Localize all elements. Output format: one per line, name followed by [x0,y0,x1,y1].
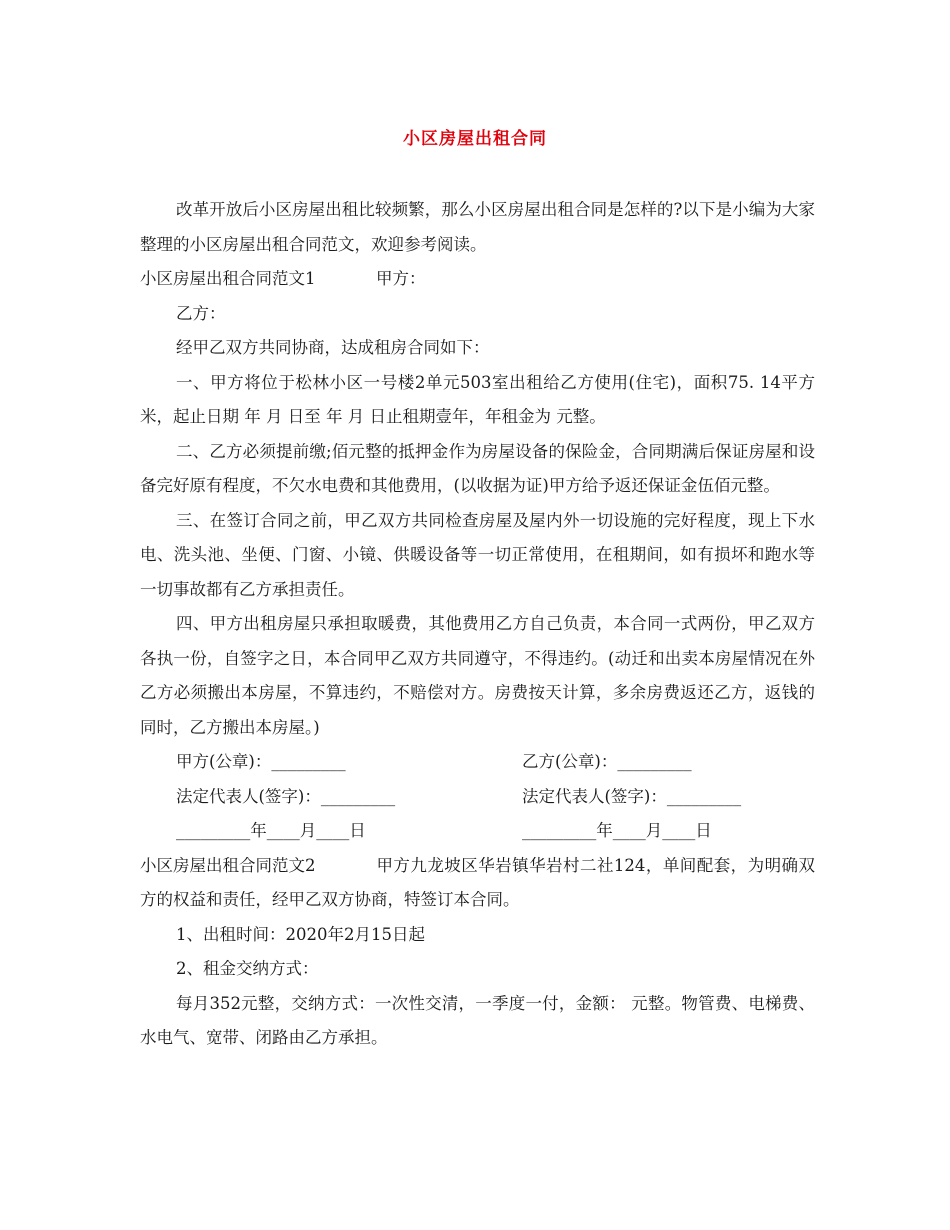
section2-intro [140,849,815,918]
section2-item-2-detail: 每月352元整，交纳方式：一次性交清，一季度一付，金额： 元整。物管费、电梯费、水电气、宽带、闭路由乙方承担。 [140,993,815,1047]
clause-3: 三、在签订合同之前，甲乙双方共同检查房屋及屋内外一切设施的完好程度，现上下水电、洗头池、坐便、门窗、小镜、供暖设备等一切正常使用，在租期间，如有损坏和跑水等一切事故都有乙方承担责任。 [140,510,815,599]
section1-preamble: 经甲乙双方共同协商，达成租房合同如下： [176,338,490,357]
party-b-date: _________年____月____日 [522,821,712,840]
clause-2: 二、乙方必须提前缴;佰元整的抵押金作为房屋设备的保险金，合同期满后保证房屋和设备完好原有程度，不欠水电费和其他费用，(以收据为证)甲方给予返还保证金伍佰元整。 [140,441,815,495]
party-a-representative: 法定代表人(签字)：_________ [176,786,396,806]
section1-party-a: 甲方： [376,269,426,288]
signature-seal-row [140,745,815,780]
section1-party-b: 乙方： [176,303,226,323]
section2-item-1: 1、出租时间：2020年2月15日起 [176,924,425,944]
section2-lead: 甲方九龙坡区华岩镇华岩村二社124，单间配套，为明确双方的权益和责任，经甲乙双方协商，特签订本合同。 [140,855,815,909]
document-body [140,193,815,1056]
party-b-seal: 乙方(公章)：_________ [522,752,692,771]
party-b-representative: 法定代表人(签字)：_________ [522,786,742,806]
intro-paragraph: 改革开放后小区房屋出租比较频繁，那么小区房屋出租合同是怎样的?以下是小编为大家整理的小区房屋出租合同范文，欢迎参考阅读。 [140,200,815,254]
section1-heading: 小区房屋出租合同范文1 [140,269,316,288]
section2-item-2: 2、租金交纳方式： [176,959,319,978]
party-a-seal: 甲方(公章)：_________ [176,752,346,771]
signature-date-row [140,814,815,849]
clause-1: 一、甲方将位于松林小区一号楼2单元503室出租给乙方使用(住宅)，面积75. 14平方米，起止日期 年 月 日至 年 月 日止租期壹年，年租金为 元整。 [140,372,815,426]
section2-heading: 小区房屋出租合同范文2 [140,855,316,875]
document-title: 小区房屋出租合同 [403,129,547,149]
clause-4: 四、甲方出租房屋只承担取暖费，其他费用乙方自己负责，本合同一式两份，甲乙双方各执一份，自签字之日，本合同甲乙双方共同遵守，不得违约。(动迁和出卖本房屋情况在外乙方必须搬出本房屋，不算违约，不赔偿对方。房费按天计算，多余房费返还乙方，返钱的同时，乙方搬出本房屋。) [140,614,815,737]
signature-rep-row [140,780,815,815]
section1-heading-line [140,262,815,297]
party-a-date: _________年____月____日 [176,821,366,840]
